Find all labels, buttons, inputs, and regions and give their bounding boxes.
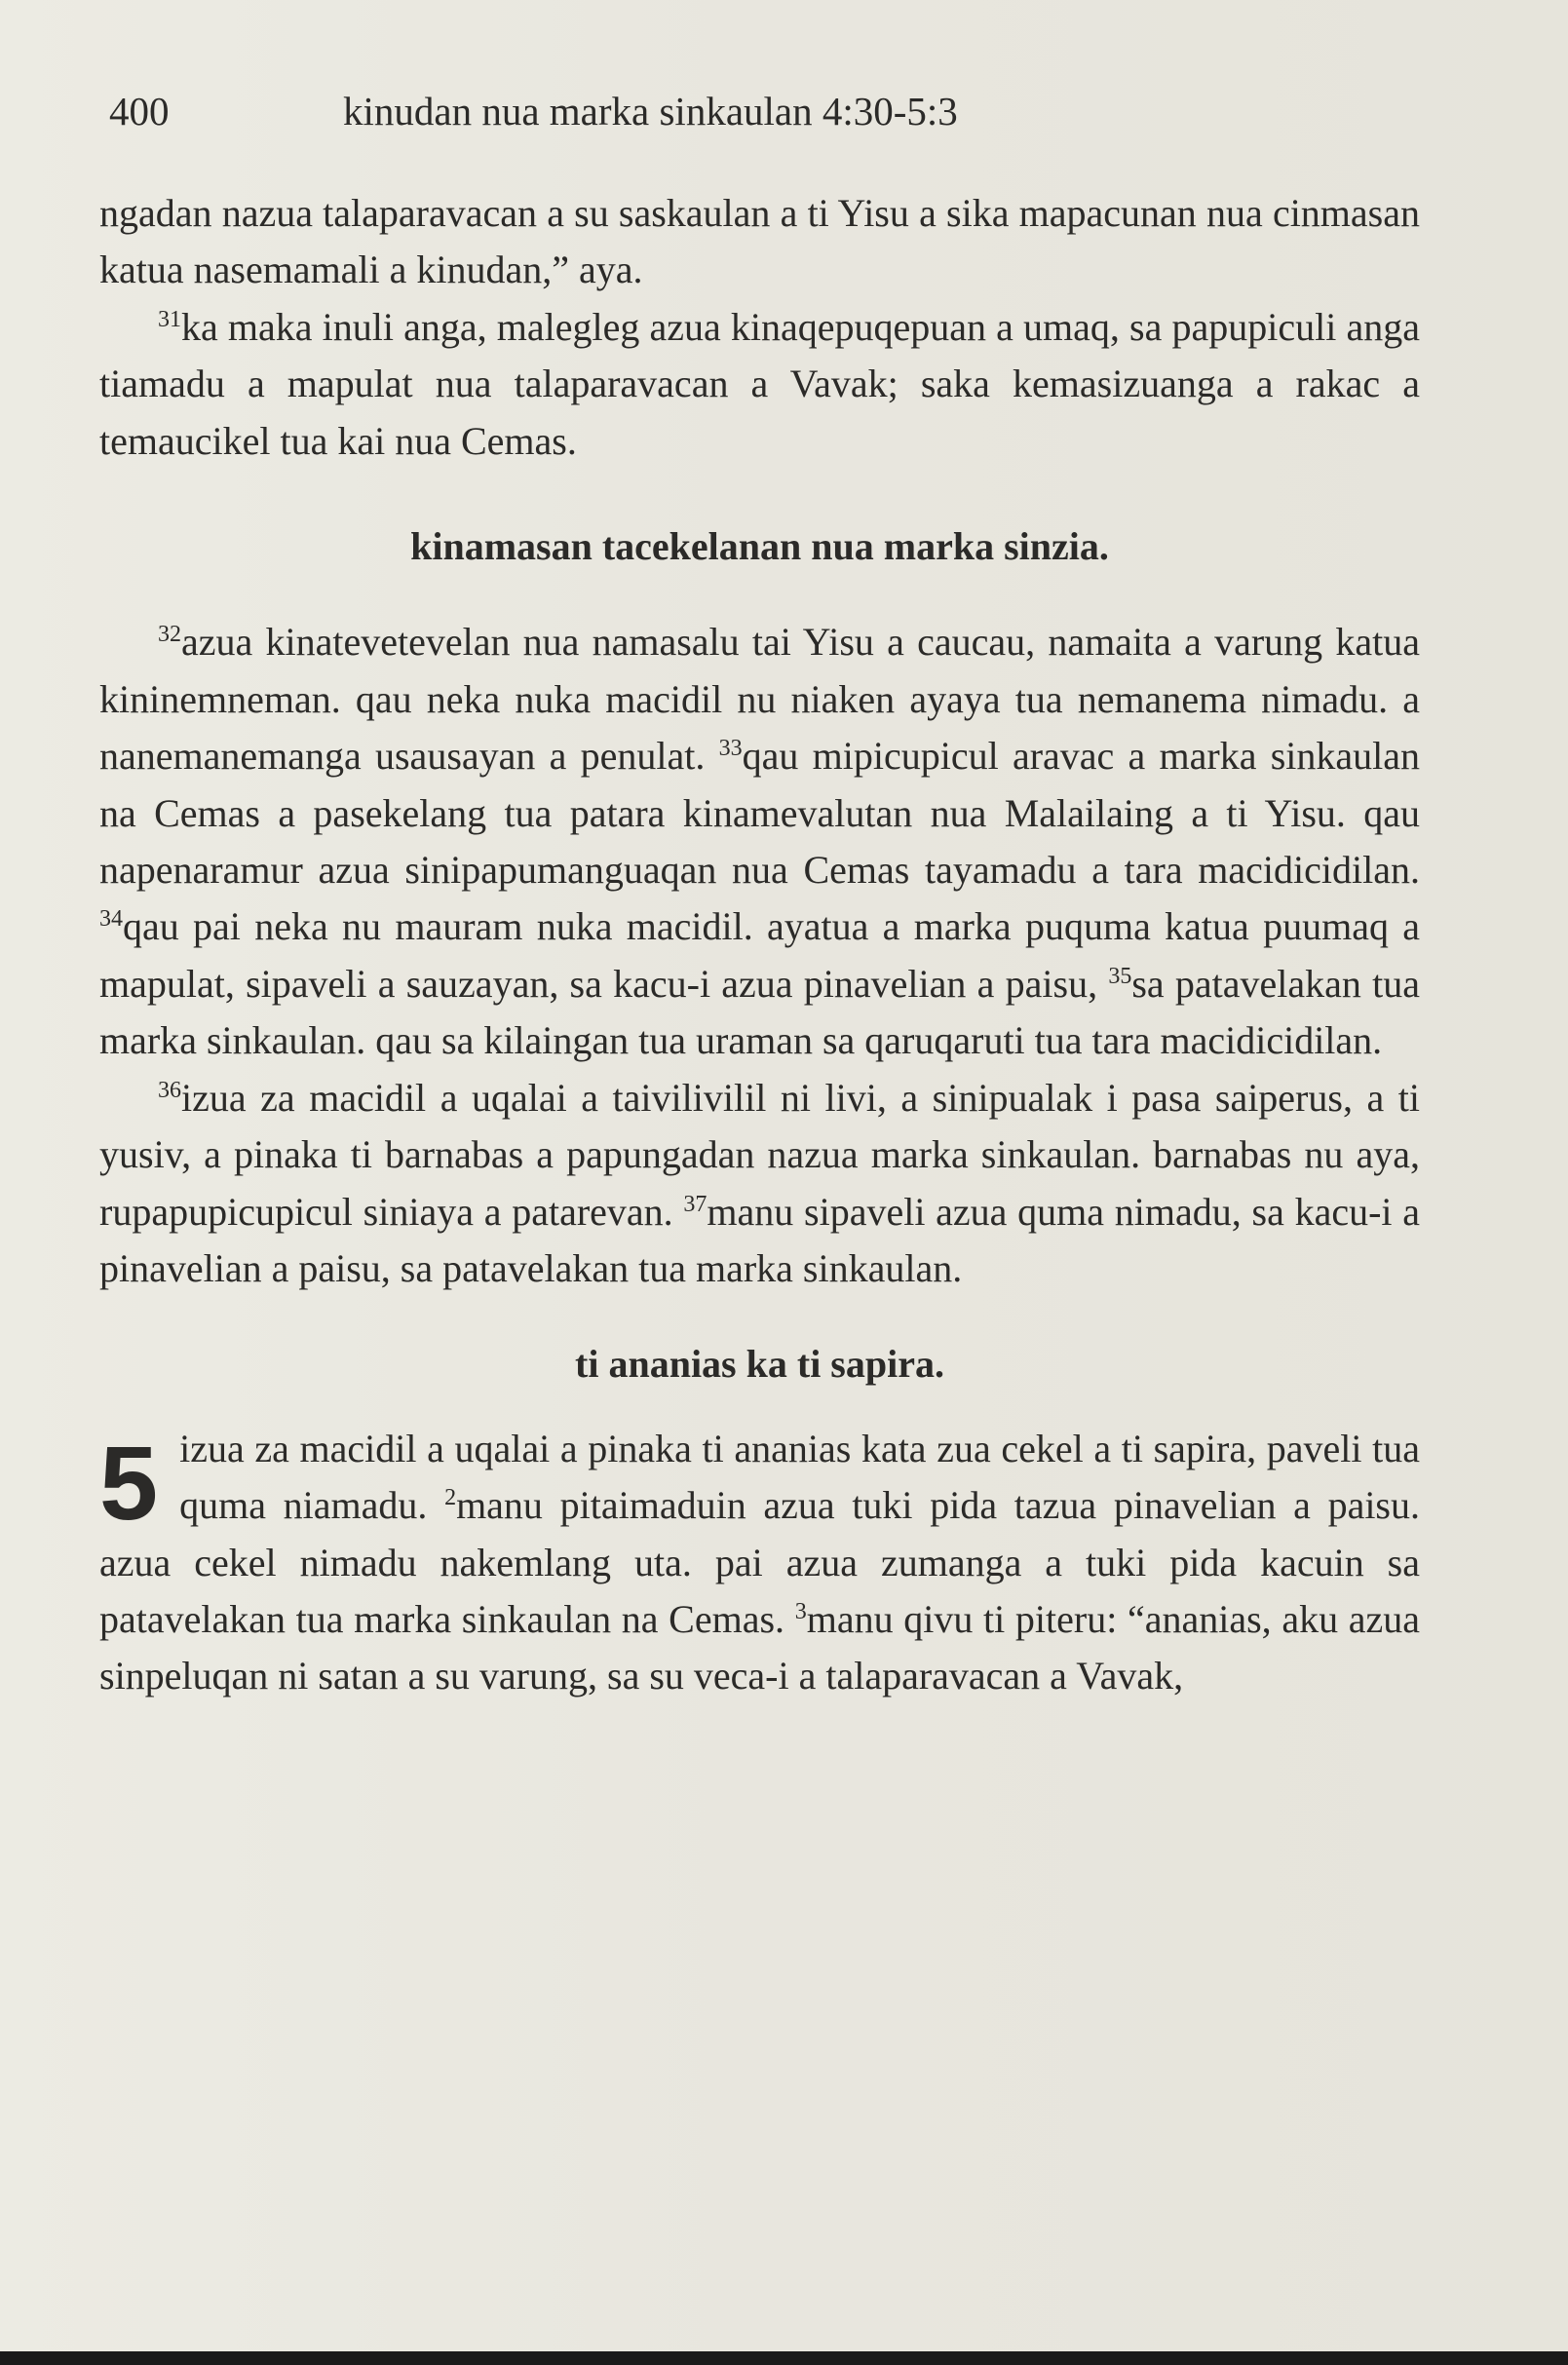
verse-text: qau mipicupicul aravac a marka sinkaulan na Cemas a pasekelang tua patara kinamevalutan nua Malailaing a ti Yisu. qau napenaramur azua sinipapumanguaqan nua Cemas tayamadu a tara macidicidilan. <box>99 734 1421 893</box>
verse-text: manu sipaveli azua quma nimadu, sa kacu-i a pinavelian a paisu, sa patavelakan tua marka sinkaulan. <box>99 1189 1421 1290</box>
verse-text: ka maka inuli anga, malegleg azua kinaqepuqepuan a umaq, sa papupiculi anga tiamadu a mapulat nua talaparavacan a Vavak; saka kemasizuanga a rakac a temaucikel tua kai nua Cemas. <box>99 304 1420 463</box>
verse-text: manu pitaimaduin azua tuki pida tazua pinavelian a paisu. azua cekel nimadu nakemlang uta. pai azua zumanga a tuki pida kacuin sa patavelakan tua marka sinkaulan na Cemas. <box>99 1483 1420 1641</box>
verse-number: 2 <box>444 1485 457 1511</box>
verse-number: 35 <box>1108 963 1132 989</box>
verse-text: izua za macidil a uqalai a pinaka ti ananias kata zua cekel a ti sapira, paveli tua quma niamadu. <box>179 1426 1420 1528</box>
verse-text: azua kinatevetevelan nua namasalu tai Yisu a caucau, namaita a varung katua kininemneman. qau neka nuka macidil nu niaken ayaya tua nemanema nimadu. a nanemanemanga usausayan a penulat. <box>99 620 1420 779</box>
verse-text: qau pai neka nu mauram nuka macidil. ayatua a marka puquma katua puumaq a mapulat, sipaveli a sauzayan, sa kacu-i azua pinavelian a paisu, <box>99 904 1420 1006</box>
section-heading: kinamasan tacekelanan nua marka sinzia. <box>410 524 1109 569</box>
paragraph-32-35 <box>99 614 1420 1069</box>
chapter-number: 5 <box>99 1423 159 1542</box>
verse-number: 3 <box>794 1598 807 1624</box>
verse-31 <box>99 299 1420 470</box>
page-edge <box>0 2351 1568 2365</box>
paragraph-36-37 <box>99 1070 1420 1298</box>
verse-text: manu qivu ti piteru: “ananias, aku azua sinpeluqan ni satan a su varung, sa su veca-i a talaparavacan a Vavak, <box>99 1596 1420 1698</box>
verse-number: 33 <box>718 736 743 762</box>
running-title: kinudan nua marka sinkaulan 4:30-5:3 <box>343 89 958 134</box>
verse-number: 34 <box>99 906 123 933</box>
paragraph-continuation: ngadan nazua talaparavacan a su saskaulan a ti Yisu a sika mapacunan nua cinmasan katua nasemamali a kinudan,” aya. <box>99 191 1420 292</box>
section-heading: ti ananias ka ti sapira. <box>575 1342 944 1387</box>
verse-text: sa patavelakan tua marka sinkaulan. qau sa kilaingan tua uraman sa qaruqaruti tua tara macidicidilan. <box>99 961 1420 1063</box>
verse-number: 36 <box>158 1077 181 1103</box>
page-body <box>99 185 1420 1705</box>
paragraph-5-1-3 <box>99 1421 1420 1705</box>
page-number: 400 <box>109 89 170 134</box>
verse-number: 31 <box>158 306 181 332</box>
verse-number: 32 <box>158 622 181 648</box>
verse-text: izua za macidil a uqalai a taivilivilil ni livi, a sinipualak i pasa saiperus, a ti yusiv, a pinaka ti barnabas a papungadan nazua marka sinkaulan. barnabas nu aya, rupapupicupicul siniaya a patarevan. <box>99 1075 1420 1234</box>
verse-number: 37 <box>683 1191 708 1217</box>
chapter-5 <box>99 1421 1420 1705</box>
